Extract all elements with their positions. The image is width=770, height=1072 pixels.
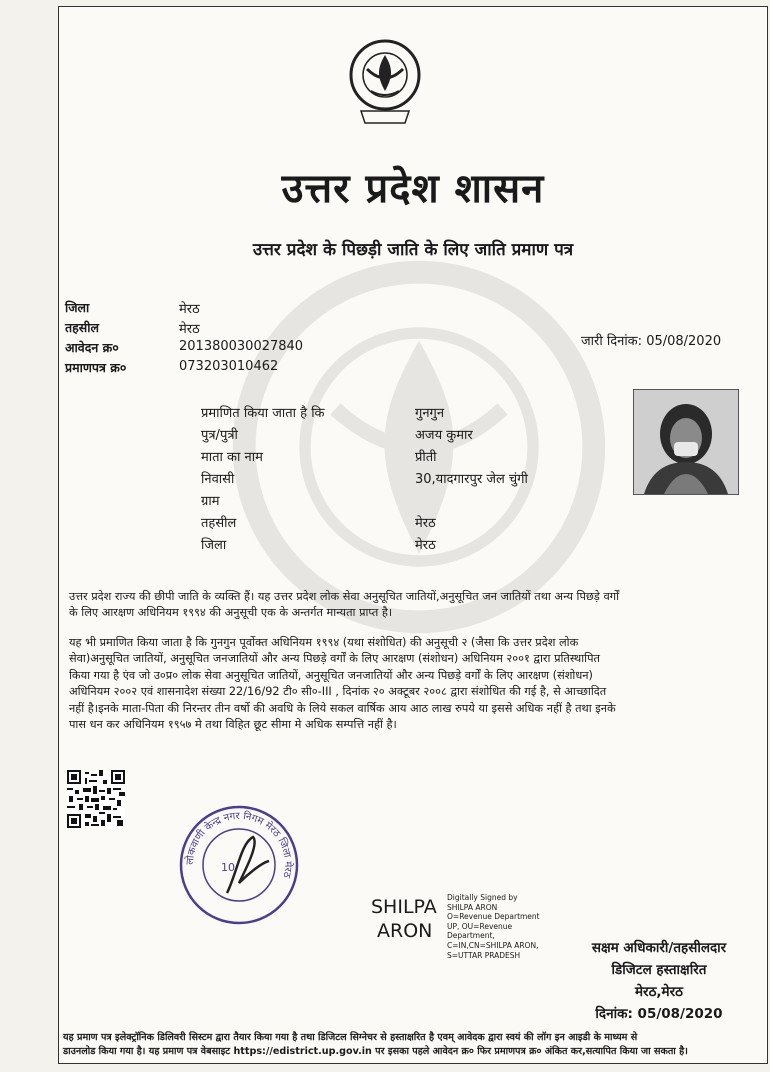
resident-address: 30,यादगारपुर जेल चुंगी xyxy=(415,472,528,487)
up-government-emblem-icon xyxy=(347,35,423,127)
father-name: अजय कुमार xyxy=(415,428,473,443)
issue-date-label: जारी दिनांक: xyxy=(581,334,643,349)
caste-paragraph xyxy=(69,589,759,622)
signer-name-line: ARON xyxy=(377,920,433,942)
certification-paragraph-line: किया गया है एंव जो उ०प्र० लोक सेवा अनुसूचित जातियों, अनुसूचित जनजातियों और अन्य पिछड़े वर्गों के लिए आरक्षण (संशोधन) xyxy=(69,668,593,682)
caste-paragraph-line: उत्तर प्रदेश राज्य की छीपी जाति के व्यक्ति हैं। यह उत्तर प्रदेश लोक सेवा अनुसूचित जातियों,अनुसूचित जन जातियों तथा अन्य पिछड़े वर्गों xyxy=(69,590,620,603)
authority-designation: सक्षम अधिकारी/तहसीलदार xyxy=(591,940,727,956)
certification-paragraph-line: अधिनियम २००२ एवं शासनादेश संख्या 22/16/92 टी० सी०-III , दिनांक २० अक्टूबर २००८ द्वारा संशोधित की गई है, से आच्छादित xyxy=(69,685,607,699)
mother-name-label: माता का नाम xyxy=(201,450,263,465)
digital-signature-line: Digitally Signed by xyxy=(447,893,518,902)
page-title: उत्तर प्रदेश शासन xyxy=(281,166,545,212)
footer-line: डाउनलोड किया गया है। यह प्रमाण पत्र वेबसाइट https://edistrict.up.gov.in पर इसका पहले आवेदन क्र० फिर प्रमाणपत्र क्र० अंकित कर,सत्यापित किया जा सकता है। xyxy=(63,1046,688,1057)
issue-date-value: 05/08/2020 xyxy=(646,334,722,349)
village-label: ग्राम xyxy=(201,494,220,509)
district-value: मेरठ xyxy=(179,302,200,317)
applicant-photo xyxy=(633,389,739,495)
issue-date xyxy=(581,331,721,349)
district-label: जिला xyxy=(65,300,90,315)
authority-digital-signed: डिजिटल हस्ताक्षरित xyxy=(611,962,707,978)
issuing-authority xyxy=(559,937,759,1025)
tehsil-value: मेरठ xyxy=(179,322,200,337)
digital-signature-line: SHILPA ARON xyxy=(447,902,498,912)
applicant-name: गुनगुन xyxy=(415,406,445,421)
authority-date xyxy=(559,1003,759,1025)
person-tehsil-label: तहसील xyxy=(201,516,237,531)
resident-label: निवासी xyxy=(201,472,235,487)
footer-note xyxy=(63,1031,763,1059)
certification-paragraph-line: पास धन कर अधिनियम १९५७ मे तथा विहित छूट सीमा मे अधिक सम्पत्ति नहीं है। xyxy=(69,718,397,732)
certificate-no-label: प्रमाणपत्र क्र० xyxy=(65,360,127,375)
seal-number: 10 xyxy=(221,861,235,874)
certification-paragraph-line: यह भी प्रमाणित किया जाता है कि गुनगुन पूर्वोक्त अधिनियम १९९४ (यथा संशोधित) की अनुसूची २ (जैसा कि उत्तर प्रदेश लोक xyxy=(69,636,579,649)
lokvani-kendra-seal-icon xyxy=(177,803,301,927)
authority-date-label: दिनांक: xyxy=(595,1006,633,1022)
digital-signature-line: S=UTTAR PRADESH xyxy=(447,950,521,960)
digital-signature-line: UP, OU=Revenue xyxy=(447,921,513,931)
person-district-value: मेरठ xyxy=(415,538,436,553)
footer-line: यह प्रमाण पत्र इलेक्ट्रॉनिक डिलिवरी सिस्टम द्वारा तैयार किया गया है तथा डिजिटल सिग्नेचर से हस्ताक्षरित है एवम् आवेदक द्वारा स्वयं की लॉग इन आइडी के माध्यम से xyxy=(63,1032,638,1043)
qr-code-icon xyxy=(67,769,125,829)
application-no-value: 201380030027840 xyxy=(179,339,304,354)
digital-signature-line: C=IN,CN=SHILPA ARON, xyxy=(447,940,539,950)
certification-paragraph xyxy=(69,635,759,733)
digital-signature-line: O=Revenue Department xyxy=(447,912,540,922)
signer-name xyxy=(371,895,437,943)
certificate-page xyxy=(58,6,768,1064)
authority-location: मेरठ,मेरठ xyxy=(634,984,683,1000)
certify-label: प्रमाणित किया जाता है कि xyxy=(201,406,325,421)
person-district-label: जिला xyxy=(201,538,227,553)
certification-paragraph-line: नहीं है।इनके माता-पिता की निरन्तर तीन वर्षो की अवधि के लिये सकल वार्षिक आय आठ लाख रुपये या इससे अधिक नहीं है तथा इनके xyxy=(69,701,616,715)
signer-name-line: SHILPA xyxy=(371,896,437,918)
certificate-subtitle: उत्तर प्रदेश के पिछड़ी जाति के लिए जाति प्रमाण पत्र xyxy=(252,240,574,260)
mother-name: प्रीती xyxy=(415,450,437,465)
application-no-label: आवेदन क्र० xyxy=(65,340,119,355)
digital-signature-details xyxy=(447,893,540,960)
certification-paragraph-line: सेवा)अनुसूचित जातियों, अनुसूचित जनजातियों और अन्य पिछड़े वर्गों के लिए आरक्षण (संशोधन) अधिनियम २००१ द्वारा प्रतिस्थापित xyxy=(69,652,600,666)
authority-date-value: 05/08/2020 xyxy=(637,1006,723,1022)
digital-signature-line: Department, xyxy=(447,931,495,941)
tehsil-label: तहसील xyxy=(65,320,99,335)
person-tehsil-value: मेरठ xyxy=(415,516,436,531)
caste-paragraph-line: के लिए आरक्षण अधिनियम १९९४ की अनुसूची एक के अन्तर्गत मान्यता प्राप्त है। xyxy=(69,606,393,620)
seal-text: लोकवाणी केन्द्र नगर निगम मेरठ जिला मेरठ xyxy=(184,810,294,879)
certificate-no-value: 073203010462 xyxy=(179,359,279,374)
son-daughter-label: पुत्र/पुत्री xyxy=(201,428,238,443)
